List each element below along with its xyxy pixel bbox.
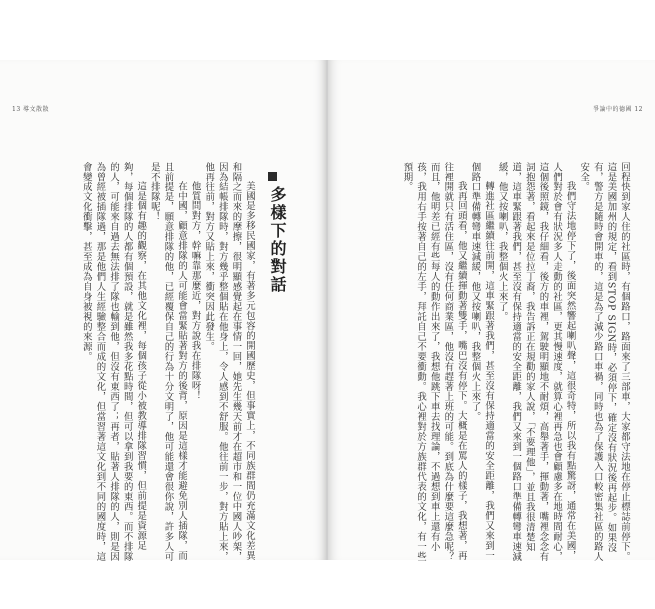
- left-paragraph-1: 美國是多移民國家，有著多元包容的開國歷史，但事實上，不同族群間仍充滿文化差異和隔之而來的摩擦，很明顯感覺起在事情一回，她先生幾天前才在超市和一位中國人吵架，因為結帳排隊時，對方幾乎整個貼在他身上，令人感到不舒服。他往前一步，對方貼上來，他再往前，對方又貼上來，衝突因此發生。: [203, 162, 255, 562]
- section-title-marker: [268, 172, 277, 181]
- left-page: [0, 60, 327, 560]
- left-page-body: [24, 162, 256, 570]
- book-spread: [0, 60, 655, 560]
- right-paragraph-3: 轉進社區繼續往前開，這車緊跟著我們，甚至沒有保持適當的安全距離，我們又來到一個路口準備轉彎車速減緩，他又按喇叭，我整個火上來了。: [469, 162, 495, 561]
- right-page-header: 爭論中的德國 12: [592, 106, 643, 113]
- right-paragraph-1: 回程快到家人住的社區時，有個路口，路面來了三部車，大家都守法地在停止標誌前停下。這是美國加州的規定，看到STOP SIGN時，必須停下，確定沒有狀況後再起步。如果沒有，警方是隨時會開車的，這是為了減少路口車禍，同時也為了保護入口較密集社區的路人安全。: [578, 162, 630, 562]
- right-page-body: [333, 162, 631, 570]
- right-paragraph-4: 我再回頭看，他又繼續揮動著雙手，嘴巴沒有停下。大概是在罵人的樣子，我想著，再往裡開就只有活住區，沒有任何商業區，他沒有趕著上班的可能。到底為什麼要這麼急呢？而且，他明差已經有些每人的動作出來了，我想他跳下車去找理論，不過想到車上還有小孩，我用右手按著自己的左手，拜託自己不要衝動。我心裡對於方族群代表的文化，有一些預期。: [401, 162, 467, 562]
- section-title: 多樣下的對話: [268, 186, 287, 294]
- left-paragraph-2: 他質問對方，幹嘛靠那麼近，對方說我在排隊呀！: [189, 180, 201, 401]
- left-paragraph-3: 在中國，顧意排隊的人可能會當緊貼著對方的後背，原因是這樣才能避免別人插隊，而且前提是，願意排隊的他，已經覆保自己的行為十分文明了，他可能還會很你說，許多人可是不排隊呢！: [148, 162, 188, 562]
- right-paragraph-2: 我們守法地停下了，後面突然響起喇叭聲，這很奇特，所以我有點驚訝，通常在美國，人們對於會有狀況多人走動的社區，更其慢速度，就算心裡再急也會顧慮多在地時間耐心，這個後照鏡，我仔細看，後方的車裡，駕駛明顯地不耐煩，高舉著手，揮動著，嘴裡念念有詞抱怨著，看起來是位拉丁裔，我告訴正在規勸的家人說，「不要理他」，並且我很清楚知道，這車緊跟著我們，甚至沒有保持適當的安全距離，我們又來到一個路口準備轉彎車速減緩，他又按喇叭，我整個火上來了。: [496, 162, 576, 562]
- left-paragraph-4: 這是個有趣的觀察，在其他文化裡，每個孩子從小被教導排隊習慣，但前提是資源足夠，每個排隊的人都有個預設，就是雖然我多花點時間，但可以拿到我要的東西。而不排隊的人，可能來自過去無法排了隊也輸到他，但沒有東西了；再者，貼著人排隊的人，則是因為曾經被插隊過，那是他們人生經驗整合而成的文化，但當習著這文化到不同的國度時，這會變成文化衝擊，甚至成為自身被視的來源。: [80, 162, 147, 562]
- right-page: [328, 60, 655, 560]
- left-page-header: 13 導文散散: [12, 106, 50, 113]
